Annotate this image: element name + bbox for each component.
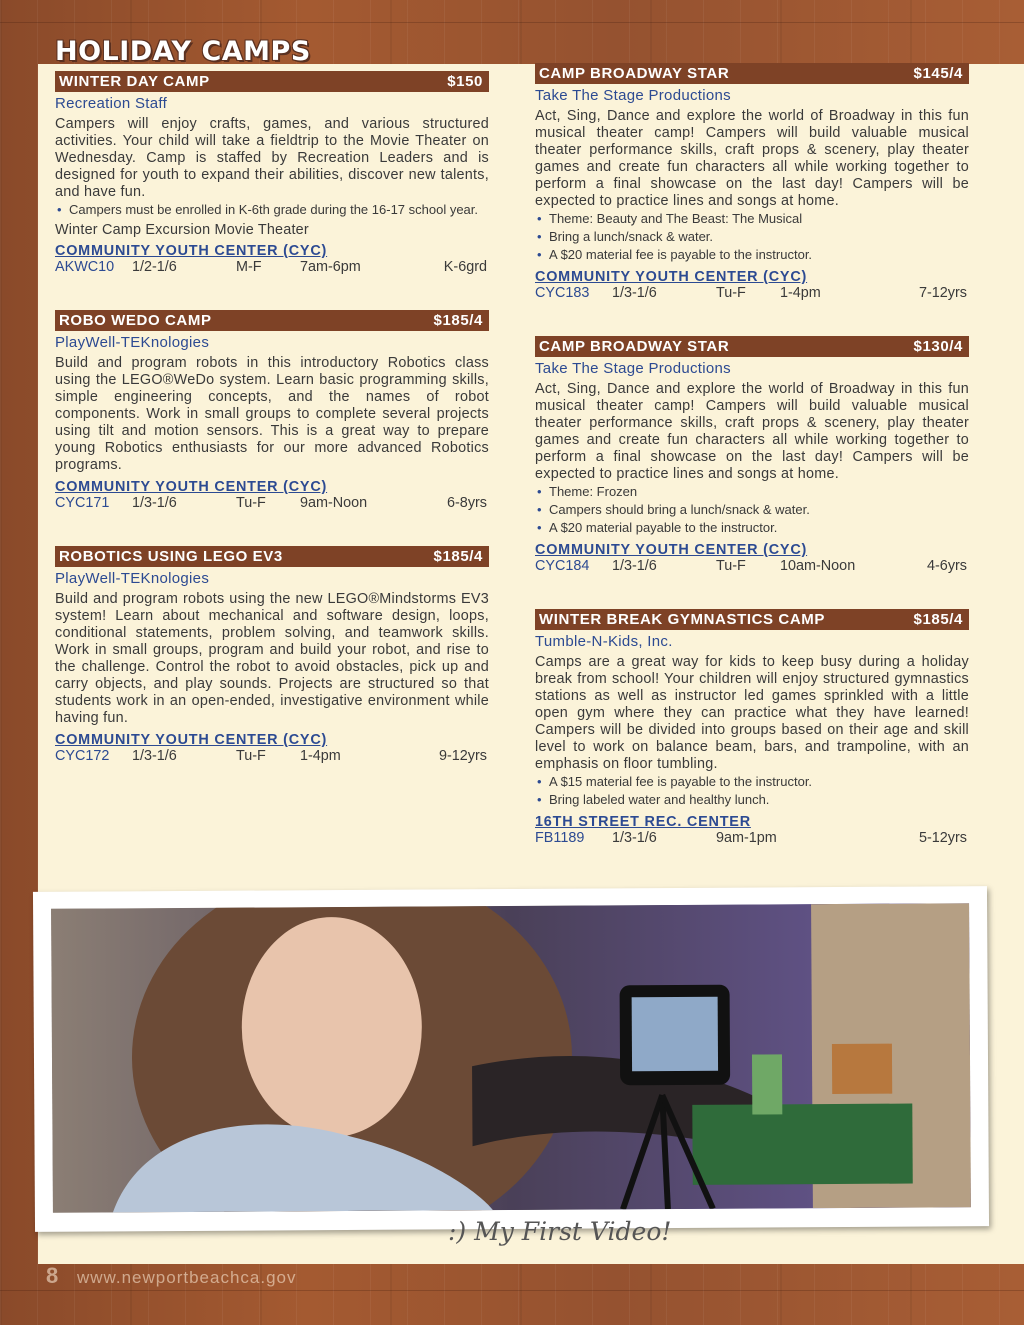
course-time: 1-4pm	[300, 748, 341, 764]
camp-header-bar	[535, 63, 969, 84]
bullet-item: • Bring a lunch/snack & water.	[535, 228, 969, 246]
course-days: Tu-F	[716, 558, 746, 574]
bullet-item: • Theme: Beauty and The Beast: The Musical	[535, 210, 969, 228]
camp-robo-wedo	[55, 310, 489, 513]
course-code: CYC171	[55, 495, 110, 511]
camp-location-link[interactable]: 16TH STREET REC. CENTER	[535, 814, 751, 830]
page-footer	[46, 1263, 297, 1289]
course-code: FB1189	[535, 830, 585, 846]
camp-note: Winter Camp Excursion Movie Theater	[55, 222, 309, 238]
camp-header-bar	[55, 71, 489, 92]
bullet-item: • A $15 material fee is payable to the instructor.	[535, 773, 969, 791]
camp-price: $185/4	[433, 312, 483, 329]
camp-broadway-star-frozen	[535, 336, 969, 576]
course-code: AKWC10	[55, 259, 115, 275]
camp-description: Act, Sing, Dance and explore the world of Broadway in this fun musical theater camp! Campers will build valuable musical theater performance skills, craft props & scenery, play theater games and create fun characters all while working together to perform a final showcase on the last day! Campers will be expected to practice lines and songs at home.	[535, 381, 969, 482]
camp-header-bar	[535, 609, 969, 630]
camp-price: $145/4	[913, 65, 963, 82]
camp-name: CAMP BROADWAY STAR	[539, 338, 730, 355]
page-title: HOLIDAY CAMPS	[55, 36, 311, 67]
course-ages: 4-6yrs	[927, 558, 967, 574]
course-days: Tu-F	[236, 748, 266, 764]
course-time: 1-4pm	[780, 285, 821, 301]
camp-broadway-star-beauty	[535, 63, 969, 303]
left-column	[55, 71, 489, 799]
course-ages: 6-8yrs	[447, 495, 487, 511]
course-time: 9am-Noon	[300, 495, 368, 511]
camp-description: Camps are a great way for kids to keep busy during a holiday break from school! Your children will enjoy structured gymnastics stations as well as instructor led games sprinkled with a little open gym where they can practice what they have learned! Campers will be divided into groups based on their age and skill level to work on balance beam, bars, and trampoline, with an emphasis on floor tumbling.	[535, 654, 969, 772]
camp-header-bar	[55, 546, 489, 567]
bullet-item: • Bring labeled water and healthy lunch.	[535, 791, 969, 809]
camp-description: Build and program robots in this introductory Robotics class using the LEGO®WeDo system. Learn basic programming skills, simple engineering concepts, and the names of robot components. Work in small groups to complete several projects using tilt and motion sensors. This is a great way to prepare young Robotics enthusiasts for our more advanced Robotics programs.	[55, 355, 489, 473]
photo-caption: :) My First Video!	[448, 1217, 672, 1246]
course-ages: 7-12yrs	[919, 285, 967, 301]
camp-robotics-lego-ev3	[55, 546, 489, 766]
schedule-row	[55, 259, 489, 277]
camp-price: $185/4	[433, 548, 483, 565]
schedule-row	[55, 495, 489, 513]
camp-description: Act, Sing, Dance and explore the world of Broadway in this fun musical theater camp! Campers will build valuable musical theater performance skills, craft props & scenery, play theater games and create fun characters all while working together to perform a final showcase on the last day! Campers will be expected to practice lines and songs at home.	[535, 108, 969, 209]
camp-provider: PlayWell-TEKnologies	[55, 570, 210, 587]
camp-winter-day-camp	[55, 71, 489, 277]
camp-name: ROBO WEDO CAMP	[59, 312, 212, 329]
schedule-row	[535, 558, 969, 576]
photo-illustration	[51, 903, 971, 1213]
course-code: CYC183	[535, 285, 590, 301]
camp-bullets	[535, 483, 969, 537]
camp-bullets	[535, 773, 969, 809]
course-ages: 9-12yrs	[439, 748, 487, 764]
bullet-item: • Theme: Frozen	[535, 483, 969, 501]
camp-provider: PlayWell-TEKnologies	[55, 334, 210, 351]
camp-price: $150	[447, 73, 483, 90]
camp-header-bar	[55, 310, 489, 331]
course-time: 7am-6pm	[300, 259, 361, 275]
bullet-item: • Campers should bring a lunch/snack & water.	[535, 501, 969, 519]
course-dates: 1/3-1/6	[132, 495, 177, 511]
website-link[interactable]: www.newportbeachca.gov	[76, 1268, 297, 1287]
camp-location-link[interactable]: COMMUNITY YOUTH CENTER (CYC)	[55, 479, 328, 495]
camp-description: Campers will enjoy crafts, games, and various structured activities. Your child will take a fieldtrip to the Movie Theater on Wednesday. Camp is staffed by Recreation Leaders and is designed for youth to expand their abilities, discover new talents, and have fun.	[55, 116, 489, 200]
camp-price: $130/4	[913, 338, 963, 355]
camp-photo	[51, 903, 971, 1213]
camp-bullets	[55, 201, 489, 219]
course-days: M-F	[236, 259, 262, 275]
course-dates: 1/3-1/6	[132, 748, 177, 764]
camp-provider: Recreation Staff	[55, 95, 168, 112]
course-ages: K-6grd	[443, 259, 487, 275]
course-dates: 1/2-1/6	[132, 259, 177, 275]
bullet-item: • Campers must be enrolled in K-6th grade during the 16-17 school year.	[55, 201, 489, 219]
camp-provider: Tumble-N-Kids, Inc.	[535, 633, 673, 650]
camp-winter-break-gymnastics	[535, 609, 969, 848]
photo-frame	[33, 886, 989, 1232]
schedule-row	[55, 748, 489, 766]
course-days: Tu-F	[716, 285, 746, 301]
course-dates: 1/3-1/6	[612, 285, 657, 301]
bullet-item: • A $20 material payable to the instructor.	[535, 519, 969, 537]
camp-provider: Take The Stage Productions	[535, 360, 731, 377]
camp-name: WINTER BREAK GYMNASTICS CAMP	[539, 611, 825, 628]
camp-name: ROBOTICS USING LEGO EV3	[59, 548, 283, 565]
course-time: 9am-1pm	[716, 830, 777, 846]
schedule-row	[535, 285, 969, 303]
camp-description: Build and program robots using the new LEGO®Mindstorms EV3 system! Learn about mechanical and software design, loops, conditional statements, problem solving, and teamwork skills. Work in small groups, program and build your robot, and rise to the challenge. Control the robot to avoid obstacles, pick up and carry objects, and play sounds. Projects are structured so that students work in an open-ended, investigative environment while having fun.	[55, 591, 489, 726]
course-time: 10am-Noon	[780, 558, 856, 574]
right-column	[535, 63, 969, 881]
camp-location-link[interactable]: COMMUNITY YOUTH CENTER (CYC)	[535, 542, 808, 558]
course-days: Tu-F	[236, 495, 266, 511]
camp-name: WINTER DAY CAMP	[59, 73, 210, 90]
camp-location-link[interactable]: COMMUNITY YOUTH CENTER (CYC)	[535, 269, 808, 285]
course-dates: 1/3-1/6	[612, 830, 657, 846]
camp-location-link[interactable]: COMMUNITY YOUTH CENTER (CYC)	[55, 732, 328, 748]
camp-bullets	[535, 210, 969, 264]
course-code: CYC172	[55, 748, 110, 764]
schedule-row	[535, 830, 969, 848]
camp-price: $185/4	[913, 611, 963, 628]
camp-provider: Take The Stage Productions	[535, 87, 731, 104]
course-ages: 5-12yrs	[919, 830, 967, 846]
camp-name: CAMP BROADWAY STAR	[539, 65, 730, 82]
course-dates: 1/3-1/6	[612, 558, 657, 574]
camp-location-link[interactable]: COMMUNITY YOUTH CENTER (CYC)	[55, 243, 328, 259]
course-code: CYC184	[535, 558, 590, 574]
bullet-item: • A $20 material fee is payable to the instructor.	[535, 246, 969, 264]
camp-header-bar	[535, 336, 969, 357]
page-number: 8	[46, 1263, 60, 1288]
